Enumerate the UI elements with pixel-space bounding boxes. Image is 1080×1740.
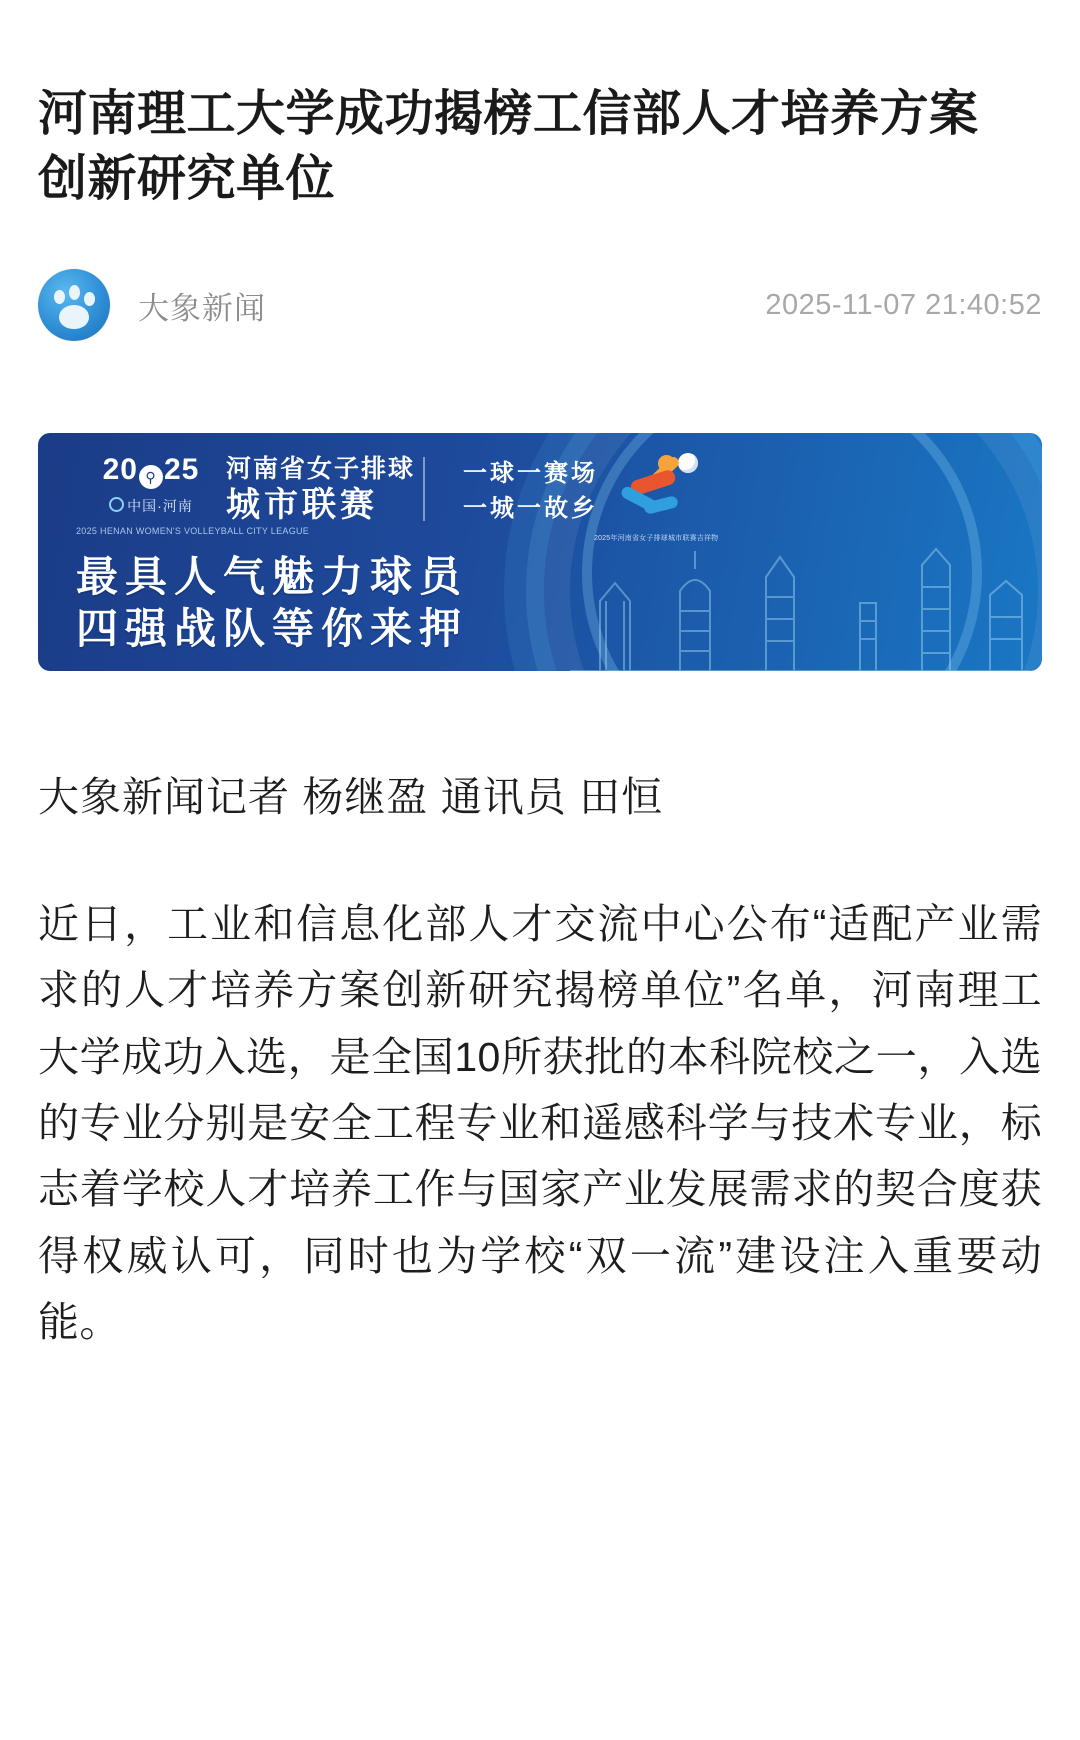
banner-slogan-line1: 一球一赛场 <box>463 460 599 488</box>
banner-divider <box>423 457 425 521</box>
banner-year: 20 ⚲ 25 <box>76 455 226 489</box>
skyline-illustration <box>570 531 1030 671</box>
banner-callout-line1: 最具人气魅力球员 <box>76 553 469 601</box>
banner-title-line1: 河南省女子排球 <box>226 455 416 484</box>
mascot-caption: 2025年河南省女子排球城市联赛吉祥物 <box>594 535 719 543</box>
mascot-icon <box>594 453 719 543</box>
banner-slogan-line2: 一城一故乡 <box>463 495 599 523</box>
avatar[interactable] <box>38 269 110 341</box>
article-paragraph: 近日，工业和信息化部人才交流中心公布“适配产业需求的人才培养方案创新研究揭榜单位”名单，河南理工大学成功入选，是全国10所获批的本科院校之一，入选的专业分别是安全工程专业和遥感科学与技术专业，标志着学校人才培养工作与国家产业发展需求的契合度获得权威认可，同时也为学校“双一流”建设注入重要动能。 <box>38 900 1042 1346</box>
banner-region: 中国·河南 <box>76 496 226 516</box>
banner-title <box>226 455 415 525</box>
banner-callout-line2: 四强战队等你来押 <box>76 605 469 653</box>
banner-title-line2: 城市联赛 <box>226 486 378 525</box>
banner-slogan <box>463 455 598 527</box>
article-byline: 大象新闻记者 杨继盈 通讯员 田恒 <box>38 774 664 821</box>
page-title: 河南理工大学成功揭榜工信部人才培养方案创新研究单位 <box>38 87 979 206</box>
banner-header <box>76 455 598 536</box>
article-meta <box>38 269 1042 341</box>
banner-callout <box>76 551 468 655</box>
promo-banner[interactable] <box>38 433 1042 671</box>
source-name[interactable]: 大象新闻 <box>138 290 266 326</box>
publish-timestamp: 2025-11-07 21:40:52 <box>765 288 1042 321</box>
paw-icon <box>38 269 110 341</box>
banner-english-subtitle: 2025 HENAN WOMEN'S VOLLEYBALL CITY LEAGUE <box>76 526 310 537</box>
